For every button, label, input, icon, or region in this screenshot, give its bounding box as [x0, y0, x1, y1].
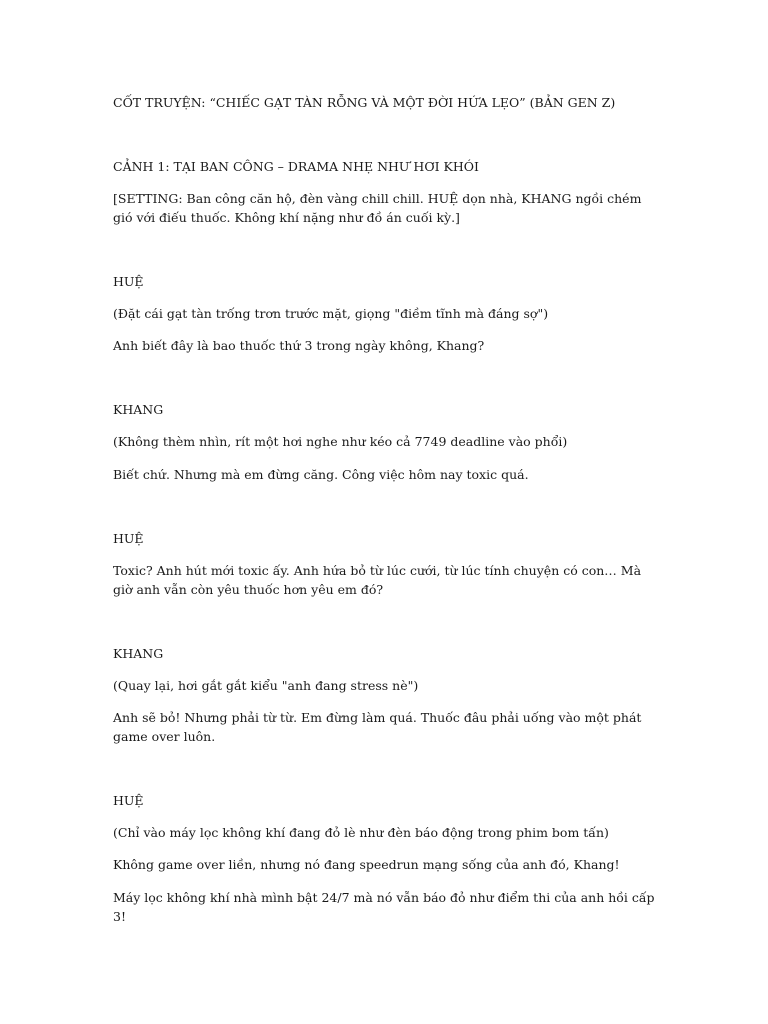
dialogue-line: Máy lọc không khí nhà mình bật 24/7 mà nó vẫn báo đỏ như điểm thi của anh hồi cấp 3! [113, 890, 655, 924]
speaker-name: KHANG [113, 402, 164, 417]
stage-direction: (Đặt cái gạt tàn trống trơn trước mặt, giọng "điềm tĩnh mà đáng sợ") [113, 306, 549, 321]
stage-direction: (Chỉ vào máy lọc không khí đang đỏ lè như đèn báo động trong phim bom tấn) [113, 825, 609, 840]
document-title: CỐT TRUYỆN: “CHIẾC GẠT TÀN RỖNG VÀ MỘT ĐỜI HỨA LẸO” (BẢN GEN Z) [113, 95, 616, 110]
stage-direction: (Quay lại, hơi gắt gắt kiểu "anh đang stress nè") [113, 678, 419, 693]
speaker-name: KHANG [113, 646, 164, 661]
setting-description: [SETTING: Ban công căn hộ, đèn vàng chill chill. HUỆ dọn nhà, KHANG ngồi chém gió với điếu thuốc. Không khí nặng như đồ án cuối kỳ.] [113, 191, 642, 225]
speaker-name: HUỆ [113, 793, 144, 808]
scene-heading: CẢNH 1: TẠI BAN CÔNG – DRAMA NHẸ NHƯ HƠI KHÓI [113, 159, 479, 174]
stage-direction: (Không thèm nhìn, rít một hơi nghe như kéo cả 7749 deadline vào phổi) [113, 434, 568, 449]
dialogue-line: Toxic? Anh hút mới toxic ấy. Anh hứa bỏ từ lúc cưới, từ lúc tính chuyện có con… Mà giờ anh vẫn còn yêu thuốc hơn yêu em đó? [113, 563, 642, 597]
dialogue-line: Không game over liền, nhưng nó đang speedrun mạng sống của anh đó, Khang! [113, 857, 620, 872]
dialogue-line: Anh biết đây là bao thuốc thứ 3 trong ngày không, Khang? [113, 338, 485, 353]
speaker-name: HUỆ [113, 531, 144, 546]
dialogue-line: Anh sẽ bỏ! Nhưng phải từ từ. Em đừng làm quá. Thuốc đâu phải uống vào một phát game over luôn. [113, 710, 642, 744]
dialogue-line: Biết chứ. Nhưng mà em đừng căng. Công việc hôm nay toxic quá. [113, 467, 529, 482]
speaker-name: HUỆ [113, 274, 144, 289]
